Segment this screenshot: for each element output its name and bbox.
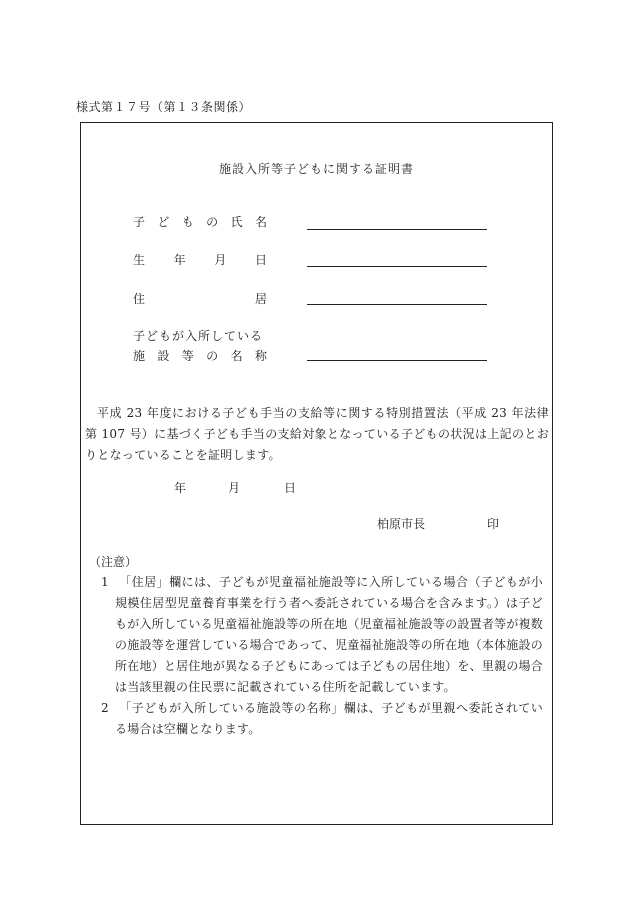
facility-name-label: 施 設 等 の 名 称: [133, 349, 267, 363]
facility-label-line1: 子どもが入所している: [133, 329, 264, 343]
note-number: 2: [101, 701, 109, 715]
seal-mark: 印: [487, 517, 500, 531]
date-year-label: 年: [174, 481, 187, 495]
birth-date-line[interactable]: [307, 266, 487, 267]
form-number-caption: 様式第１７号（第１３条関係）: [76, 100, 252, 114]
note-text: 「住居」欄には、子どもが児童福祉施設等に入所している場合（子どもが小規模住居型児童養育事業を行う者へ委託されている場合を含みます。）は子どもが入所している児童福祉施設等の所在地（児童福祉施設等の設置者等が複数の施設等を運営している場合であって、児童福祉施設等の所在地（本体施設の所在地）と居住地が異なる子どもにあっては子どもの居住地）を、里親の場合は当該里親の住民票に記載されている住所を記載しています。: [115, 575, 543, 694]
date-month-label: 月: [228, 481, 241, 495]
certification-statement: 平成 23 年度における子ども手当の支給等に関する特別措置法（平成 23 年法律第 107 号）に基づく子ども手当の支給対象となっている子どもの状況は上記のとおりとなっていることを証明します。: [85, 406, 549, 462]
birth-date-label: 生 年 月 日: [133, 253, 267, 267]
note-item-1: [101, 572, 543, 698]
facility-name-line[interactable]: [307, 360, 487, 361]
issuer-name: 柏原市長: [377, 517, 426, 531]
note-item-2: [101, 698, 543, 740]
date-day-label: 日: [284, 481, 297, 495]
note-text: 「子どもが入所している施設等の名称」欄は、子どもが里親へ委託されている場合は空欄となります。: [115, 701, 543, 736]
certificate-frame: [80, 122, 553, 825]
residence-label: 住 居: [133, 292, 267, 306]
notes-heading: （注意）: [89, 555, 138, 569]
child-name-label: 子 ど も の 氏 名: [133, 215, 267, 229]
residence-line[interactable]: [307, 304, 487, 305]
child-name-line[interactable]: [307, 229, 487, 230]
note-number: 1: [101, 575, 109, 589]
certificate-title: 施設入所等子どもに関する証明書: [218, 162, 414, 176]
